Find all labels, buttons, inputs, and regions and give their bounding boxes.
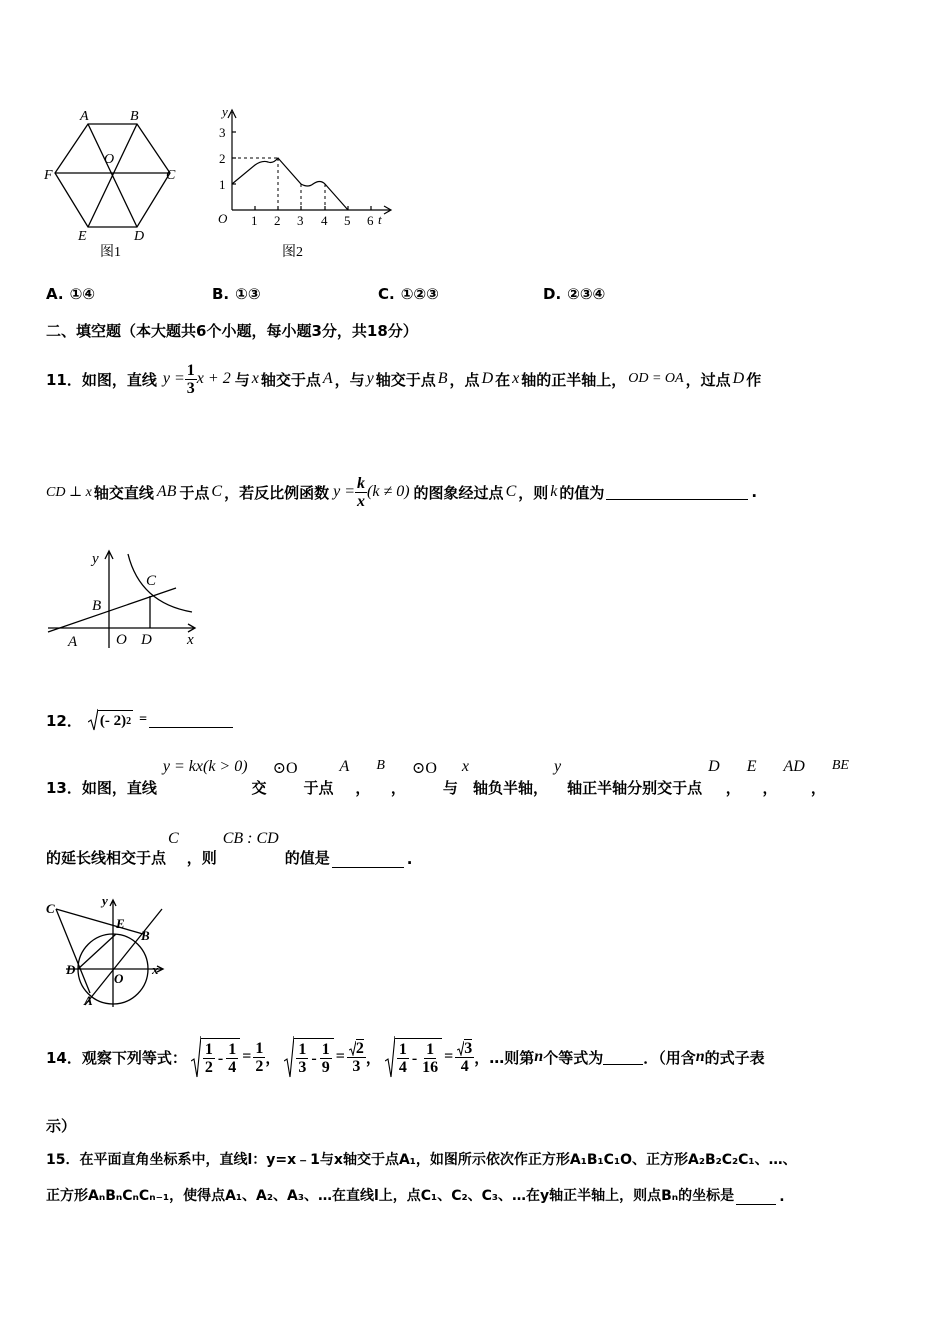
q11-func-cond: (k ≠ 0) [367, 483, 410, 500]
q13-sep: ， [390, 779, 406, 797]
q14-answer-blank[interactable] [603, 1050, 643, 1065]
q11-line-ab: AB [156, 483, 177, 500]
q14-minus: - [217, 1049, 224, 1067]
q13-text: ，则 [186, 849, 217, 867]
q11-point-a: A [322, 370, 333, 387]
fig11-label-b: B [92, 598, 102, 614]
q11-point-d: D [732, 370, 745, 387]
q12-exponent: 2 [126, 716, 132, 727]
question-14 [46, 1032, 765, 1082]
q14-eq1-rd: 2 [255, 1057, 264, 1075]
q14-eq2-rd: 3 [352, 1058, 361, 1075]
fig11-label-a: A [68, 634, 78, 650]
q11-od-eq-oa: OD = OA [628, 371, 684, 386]
figure-11 [44, 548, 204, 653]
fig13-x-label: x [152, 962, 159, 977]
q11-y: y [366, 370, 374, 387]
q13-point-d: D [708, 758, 720, 775]
option-a [46, 285, 95, 303]
q14-eq1-b: 2 [204, 1059, 213, 1076]
option-c-key: C. [378, 285, 395, 303]
q13-text: 的值是 [284, 849, 330, 867]
q11-text: ，则 [518, 483, 549, 502]
question-11-line-1 [46, 357, 761, 401]
q14-text: ，…则第 [474, 1048, 535, 1067]
q11-text: 的值为 [559, 483, 605, 502]
q13-point-c: C [168, 830, 179, 847]
option-b-text: ①③ [235, 285, 261, 303]
q11-text: 轴交于点 [260, 370, 321, 389]
q13-text: 如图，直线 [81, 779, 157, 797]
q11-text: 在 [495, 370, 511, 389]
question-12 [46, 704, 233, 736]
fig1-label-f: F [44, 168, 53, 183]
fig2-x-tick-5: 5 [344, 213, 351, 228]
fig2-x-axis-label: t [378, 212, 382, 227]
q11-point-d: D [481, 370, 494, 387]
q11-x: x [512, 370, 520, 387]
q13-x: x [461, 758, 470, 775]
fig2-y-axis-label: y [222, 104, 228, 119]
fig13-y-label: y [102, 893, 108, 908]
fig2-x-tick-1: 1 [251, 213, 258, 228]
q11-func-num: k [357, 474, 365, 492]
q13-text: 交 [251, 779, 267, 797]
option-a-key: A. [46, 285, 64, 303]
fig1-caption: 图1 [100, 245, 121, 260]
q11-k: k [550, 483, 558, 500]
q13-sep: ， [810, 779, 826, 797]
question-15-line-2 [46, 1185, 785, 1205]
option-b [212, 285, 261, 303]
q13-sep: ， [725, 779, 741, 797]
q15-answer-blank[interactable] [736, 1190, 776, 1205]
q14-eq1-c: 1 [228, 1041, 237, 1058]
fig13-label-e: E [116, 916, 125, 931]
q11-text: 于点 [179, 483, 210, 502]
q13-answer-blank[interactable] [332, 853, 404, 868]
q14-eq2-sqrt [284, 1035, 333, 1079]
q11-func-y: y = [333, 483, 355, 500]
fig2-origin: O [218, 211, 228, 226]
q11-text: 如图，直线 [81, 370, 157, 389]
q14-sep: ， [365, 1048, 381, 1067]
fig2-y-tick-1: 1 [219, 177, 226, 192]
q13-sep: ， [762, 779, 778, 797]
q14-eq2-a: 1 [298, 1041, 307, 1058]
q11-text: ，与 [334, 370, 365, 389]
figure-13 [44, 893, 174, 1008]
fig2-y-tick-2: 2 [219, 151, 226, 166]
fig11-x-label: x [187, 632, 194, 648]
q14-eq2-rn: 2 [355, 1040, 364, 1057]
q11-text: ，若反比例函数 [224, 483, 330, 502]
q13-y: y [554, 758, 562, 775]
q11-text: 轴交于点 [375, 370, 436, 389]
option-b-key: B. [212, 285, 230, 303]
q14-eq3-rn: 3 [464, 1040, 473, 1057]
q11-eq-fraction [185, 362, 197, 397]
fig13-label-d: D [66, 962, 76, 977]
fig13-label-c: C [46, 901, 55, 916]
fig13-label-b: B [141, 928, 150, 943]
q14-n: n [534, 1048, 544, 1065]
fig1-label-o: O [104, 152, 115, 167]
q13-ratio: CB : CD [222, 830, 279, 847]
q12-sqrt [88, 708, 133, 732]
q11-text: ，过点 [685, 370, 731, 389]
q13-segment-ad: AD [783, 758, 805, 775]
q11-x: x [251, 370, 259, 387]
q13-text: 轴负半轴， [473, 779, 549, 797]
q13-point-b: B [376, 758, 385, 773]
q11-text: ，点 [449, 370, 480, 389]
q14-number: 14． [46, 1048, 82, 1067]
fig2-caption: 图2 [282, 245, 303, 260]
fig1-label-b: B [130, 109, 139, 124]
q14-n: n [695, 1048, 705, 1065]
question-13-line-2 [46, 830, 412, 868]
q11-text: 作 [746, 370, 762, 389]
fig1-label-a: A [80, 109, 89, 124]
fig11-label-c: C [146, 573, 157, 589]
q14-eq1-a: 1 [204, 1041, 213, 1058]
q11-eq-den: 3 [186, 379, 195, 397]
fig1-label-d: D [134, 229, 145, 244]
q13-point-a: A [339, 758, 350, 775]
fig11-label-d: D [141, 632, 152, 648]
q13-number: 13． [46, 779, 82, 797]
q15-end: . [779, 1189, 785, 1205]
fig2-y-tick-3: 3 [219, 125, 226, 140]
q14-text: 观察下列等式： [81, 1048, 187, 1067]
option-d-key: D. [543, 285, 562, 303]
q11-point-c: C [505, 483, 517, 500]
q11-answer-blank[interactable] [606, 485, 748, 500]
q13-segment-be: BE [831, 758, 849, 773]
q11-func-fraction [355, 475, 367, 510]
section-title: 二、填空题（本大题共6个小题，每小题3分，共18分） [46, 322, 418, 340]
q14-eq1-sqrt [191, 1035, 240, 1079]
figure-1-hexagon [40, 105, 185, 260]
fig2-x-tick-3: 3 [297, 213, 304, 228]
q14-text: ．（用含 [643, 1048, 696, 1067]
question-11-line-2 [46, 469, 757, 515]
q11-eq-y: y = [162, 370, 185, 387]
q13-text: 轴正半轴分别交于点 [567, 779, 703, 797]
q14-eq3-sqrt [385, 1035, 442, 1079]
q15-text: 正方形AₙBₙCₙCₙ₋₁，使得点A₁、A₂、A₃、…在直线l上，点C₁、C₂、C₃、…在y轴正半轴上，则点Bₙ的坐标是 [46, 1188, 735, 1204]
q13-point-e: E [746, 758, 757, 775]
q14-eq3-d: 16 [422, 1059, 439, 1076]
q11-eq-rest: x + 2 [196, 370, 231, 387]
q13-line-eq: y = kx(k > 0) [162, 758, 248, 775]
fig11-y-label: y [92, 551, 99, 567]
q13-text: 与 [442, 779, 458, 797]
option-c [378, 285, 439, 303]
q13-end: . [406, 850, 413, 868]
q13-text: 于点 [303, 779, 334, 797]
q11-text: 轴的正半轴上， [521, 370, 627, 389]
q14-equals: = [444, 1048, 454, 1065]
fig13-label-a: A [84, 993, 93, 1008]
q14-minus: - [411, 1049, 418, 1067]
q11-func-den: x [357, 492, 365, 510]
option-a-text: ①④ [69, 285, 95, 303]
q14-eq2-d: 9 [321, 1059, 330, 1076]
q12-number: 12． [46, 711, 82, 730]
q14-minus: - [311, 1049, 317, 1067]
q14-eq3-c: 1 [426, 1041, 435, 1058]
q13-text: 的延长线相交于点 [46, 849, 167, 867]
question-14-line-2: 示） [46, 1117, 77, 1135]
q11-text: 轴交直线 [93, 483, 154, 502]
q11-end: . [751, 483, 758, 501]
fig1-label-e: E [78, 229, 87, 244]
q11-eq-num: 1 [186, 361, 195, 379]
q14-eq3-b: 4 [398, 1059, 407, 1076]
fig2-x-tick-2: 2 [274, 213, 281, 228]
option-c-text: ①②③ [400, 285, 439, 303]
question-13-line-1 [46, 758, 855, 798]
option-d-text: ②③④ [567, 285, 606, 303]
q14-sep: ， [265, 1048, 281, 1067]
fig2-x-tick-4: 4 [321, 213, 328, 228]
q11-point-c: C [211, 483, 223, 500]
q14-equals: = [335, 1048, 345, 1065]
q11-text: 与 [234, 370, 250, 389]
q14-eq3-rd: 4 [460, 1058, 469, 1075]
q12-radicand: (- 2) [99, 713, 127, 729]
q13-circle-o: ⊙O [272, 760, 298, 777]
fig2-x-tick-6: 6 [367, 213, 374, 228]
figure-2-graph [210, 100, 395, 260]
option-d [543, 285, 605, 303]
q12-answer-blank[interactable] [149, 713, 233, 728]
q13-circle-o: ⊙O [411, 760, 437, 777]
q14-eq2-c: 1 [321, 1041, 330, 1058]
q11-cd-perp-x: CD ⊥ x [46, 484, 92, 500]
q14-eq3-a: 1 [398, 1041, 407, 1058]
q11-number: 11． [46, 370, 82, 389]
fig13-label-o: O [114, 971, 124, 986]
q14-eq1-rn: 1 [255, 1039, 264, 1057]
q14-text: 个等式为 [543, 1048, 604, 1067]
q11-text: 的图象经过点 [413, 483, 504, 502]
q13-sep: ， [355, 779, 371, 797]
fig11-label-o: O [116, 632, 127, 648]
question-15-line-1: 15．在平面直角坐标系中，直线l：y=x﹣1与x轴交于点A₁，如图所示依次作正方形A₁B₁C₁O、正方形A₂B₂C₂C₁、…、 [46, 1152, 797, 1168]
q11-point-b: B [437, 370, 448, 387]
q14-equals: = [242, 1048, 252, 1065]
q14-eq1-d: 4 [228, 1059, 237, 1076]
q14-eq2-b: 3 [298, 1059, 307, 1076]
q14-text: 的式子表 [704, 1048, 765, 1067]
q12-equals: = [139, 712, 148, 727]
fig1-label-c: C [166, 168, 176, 183]
